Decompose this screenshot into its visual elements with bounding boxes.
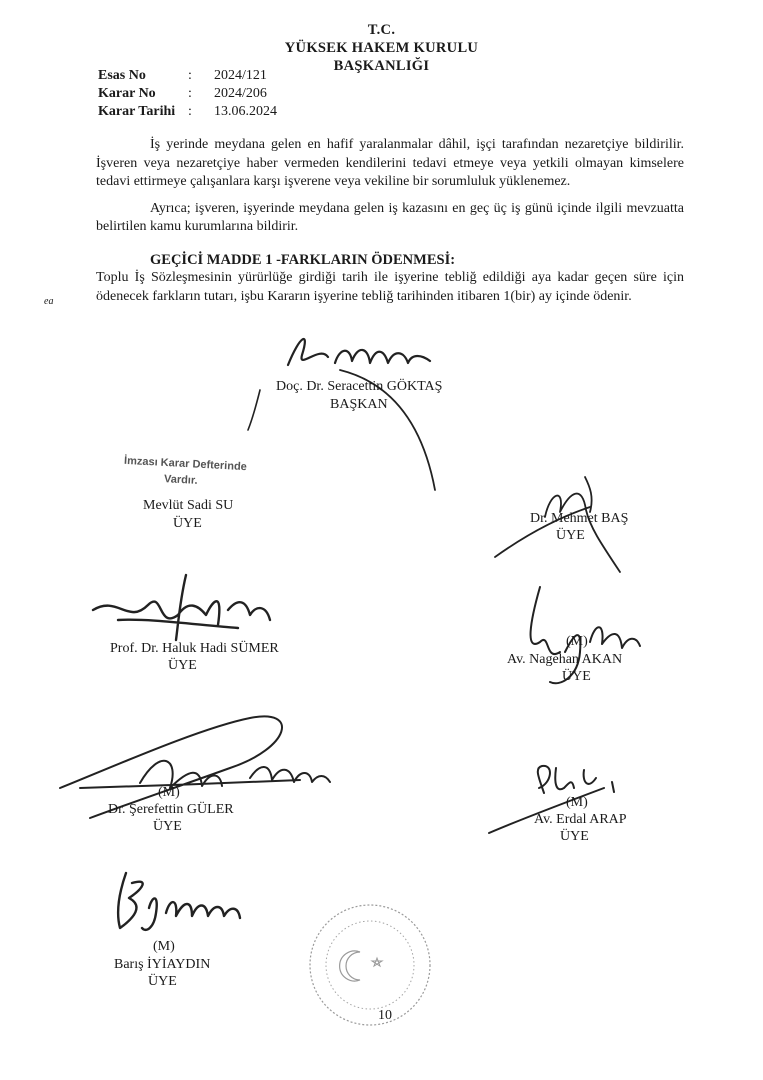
role-su: ÜYE bbox=[173, 516, 202, 531]
header-presidency: BAŞKANLIĞI bbox=[333, 58, 430, 74]
name-arap: Av. Erdal ARAP bbox=[534, 812, 627, 827]
official-seal bbox=[300, 900, 440, 1030]
signature-sumer bbox=[88, 570, 278, 650]
meta-label: Esas No bbox=[98, 68, 146, 83]
role-akan: ÜYE bbox=[562, 669, 591, 684]
mark-iyiaydin: (M) bbox=[153, 939, 175, 954]
paragraph-injury-report: İş yerinde meydana gelen en hafif yaralanmalar dâhil, işçi tarafından nezaretçiye bildirilir. İşveren veya nezaretçiye haber vermeden kendilerini tedavi etmeye veya yetkili olmayan kimselere tedavi ettirmeye çalışanlara karşı işverene veya vekiline bir sorumluluk yüklenemez. bbox=[96, 137, 684, 189]
signature-iyiaydin bbox=[104, 868, 254, 938]
meta-value: 2024/206 bbox=[214, 86, 267, 101]
mark-akan: (M) bbox=[566, 634, 588, 649]
meta-sep: : bbox=[188, 104, 192, 119]
name-bas: Dr. Mehmet BAŞ bbox=[530, 511, 629, 526]
role-guler: ÜYE bbox=[153, 819, 182, 834]
paragraph-payment: Toplu İş Sözleşmesinin yürürlüğe girdiği tarih ile işyerine tebliğ edildiği aya kadar geçen süre için ödenecek farkların tutarı, işbu Kararın işyerine tebliğ tarihinden itibaren 1(bir) ay içinde ödenir. bbox=[96, 270, 684, 304]
body-text bbox=[96, 136, 684, 306]
section-heading: GEÇİCİ MADDE 1 -FARKLARIN ÖDENMESİ: bbox=[150, 251, 456, 268]
role-baskan: BAŞKAN bbox=[330, 397, 388, 412]
header-institution: YÜKSEK HAKEM KURULU bbox=[284, 40, 479, 56]
meta-label: Karar Tarihi bbox=[98, 104, 176, 119]
stamp-line2: Vardır. bbox=[163, 473, 198, 487]
margin-note: ea bbox=[44, 296, 54, 307]
case-meta bbox=[98, 68, 338, 124]
meta-value: 13.06.2024 bbox=[214, 104, 277, 119]
role-iyiaydin: ÜYE bbox=[148, 974, 177, 989]
meta-value: 2024/121 bbox=[214, 68, 267, 83]
mark-arap: (M) bbox=[566, 795, 588, 810]
signature-stroke-long bbox=[240, 330, 450, 500]
header-tc: T.C. bbox=[367, 22, 396, 38]
meta-sep: : bbox=[188, 68, 192, 83]
name-akan: Av. Nagehan AKAN bbox=[507, 652, 623, 667]
meta-row-karar bbox=[98, 86, 338, 104]
meta-row-tarih bbox=[98, 104, 338, 122]
meta-label: Karar No bbox=[98, 86, 156, 101]
name-guler: Dr. Şerefettin GÜLER bbox=[108, 802, 234, 817]
mark-guler: (M) bbox=[158, 785, 180, 800]
name-sumer: Prof. Dr. Haluk Hadi SÜMER bbox=[110, 641, 279, 656]
meta-sep: : bbox=[188, 86, 192, 101]
role-bas: ÜYE bbox=[556, 528, 585, 543]
name-iyiaydin: Barış İYİAYDIN bbox=[114, 957, 211, 972]
name-baskan: Doç. Dr. Seracettin GÖKTAŞ bbox=[276, 379, 443, 394]
name-su: Mevlüt Sadi SU bbox=[143, 498, 234, 513]
stamp-line1: İmzası Karar Defterinde bbox=[123, 454, 248, 474]
role-arap: ÜYE bbox=[560, 829, 589, 844]
role-sumer: ÜYE bbox=[168, 658, 197, 673]
meta-row-esas bbox=[98, 68, 338, 86]
page-number: 10 bbox=[378, 1008, 392, 1023]
paragraph-accident-notify: Ayrıca; işveren, işyerinde meydana gelen iş kazasını en geç üç iş günü içinde ilgili mevzuatta belirtilen kamu kurumlarına bildirir. bbox=[96, 200, 684, 234]
